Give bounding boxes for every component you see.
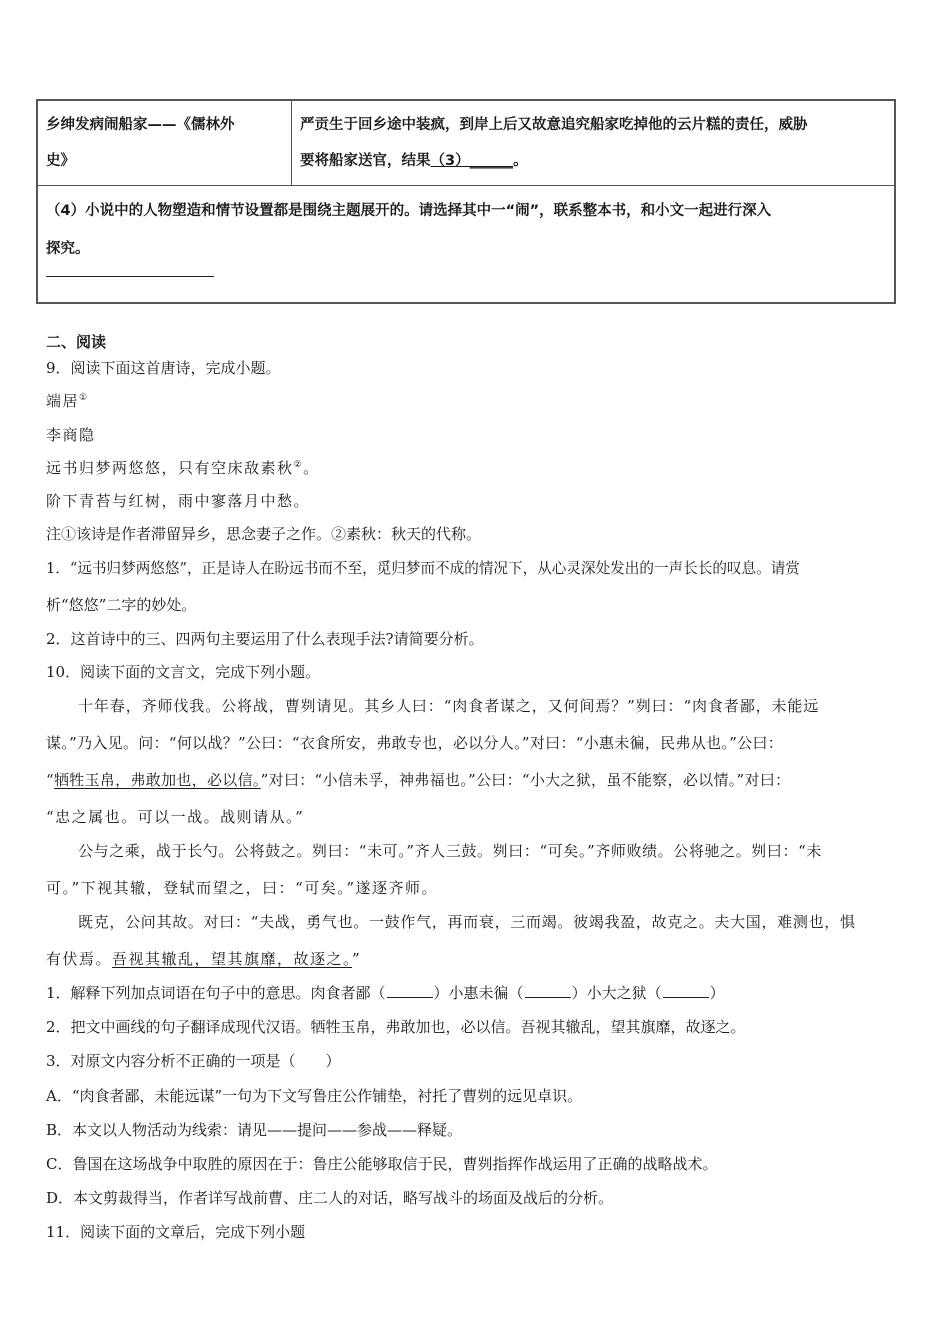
poem-line-end: 。	[303, 459, 320, 477]
answer-line[interactable]	[46, 276, 214, 277]
q10-sub1-text: ）小惠未徧（	[433, 984, 524, 1002]
option-a[interactable]: A．“肉食者鄙，未能远谋”一句为下文写鲁庄公作铺垫，衬托了曹刿的远见卓识。	[46, 1087, 583, 1105]
cell-text: （4）小说中的人物塑造和情节设置都是围绕主题展开的。请选择其中一“闹”，联系整本书，和小文一起进行深入	[46, 203, 772, 219]
poem-notes: 注①该诗是作者滞留异乡，思念妻子之作。②素秋：秋天的代称。	[46, 525, 482, 543]
passage-p2-line1: 公与之乘，战于长勺。公将鼓之。刿曰：“未可。”齐人三鼓。刿曰：“可矣。”齐师败绩。公将驰之。刿曰：“未	[78, 842, 822, 860]
answer-blank-bian[interactable]	[525, 985, 571, 998]
q10-sub1	[46, 982, 725, 1003]
poem-title	[46, 390, 89, 411]
passage-text: ”对曰：“小信未孚，神弗福也。”公曰：“小大之狱，虽不能察，必以情。”对曰：	[260, 771, 791, 789]
q10-prompt: 10．阅读下面的文言文，完成下列小题。	[46, 663, 321, 681]
section-title: 二、阅读	[46, 333, 107, 351]
poem-line-1	[46, 457, 320, 478]
passage-p1-line2: 谋。”乃入见。问：“何以战？”公曰：“衣食所安，弗敢专也，必以分人。”对曰：“小惠未徧，民弗从也。”公曰：	[46, 734, 784, 752]
poem-author: 李商隐	[46, 426, 96, 444]
option-b[interactable]: B．本文以人物活动为线索：请见——提问——参战——释疑。	[46, 1121, 463, 1139]
passage-p3-line1: 既克，公问其故。对曰：“夫战，勇气也。一鼓作气，再而衰，三而竭。彼竭我盈，故克之。夫大国，难测也，惧	[78, 913, 856, 931]
passage-p2-line2: 可。”下视其辙，登轼而望之，曰：“可矣。”遂逐齐师。	[46, 879, 439, 897]
quote-close: ”	[352, 950, 362, 968]
poem-line-text: 远书归梦两悠悠，只有空床敌素秋	[46, 459, 294, 477]
underlined-sentence-1: 牺牲玉帛，弗敢加也，必以信。	[53, 771, 261, 789]
question-table	[36, 99, 896, 304]
cell-text: 乡绅发病闹船家——《儒林外	[46, 117, 235, 133]
q9-sub1-line1: 1．“远书归梦两悠悠”，正是诗人在盼远书而不至，觅归梦而不成的情况下，从心灵深处发出的一声长长的叹息。请赏	[46, 560, 800, 577]
quote-open: “	[46, 771, 54, 789]
q10-sub1-text: 1．解释下列加点词语在句子中的意思。肉食者鄙（	[46, 984, 386, 1002]
q11-prompt: 11．阅读下面的文章后，完成下列小题	[46, 1223, 306, 1241]
table-row	[38, 186, 894, 302]
table-cell-question-4	[38, 186, 894, 302]
passage-text: 有伏焉。	[46, 950, 113, 968]
cell-text-suffix: 。	[513, 153, 528, 169]
answer-blank-bi[interactable]	[387, 985, 433, 998]
q10-sub3: 3．对原文内容分析不正确的一项是（ ）	[46, 1052, 341, 1070]
cell-text: 探究。	[46, 241, 90, 257]
passage-p1-line4: “忠之属也。可以一战。战则请从。”	[46, 808, 305, 826]
cell-text	[300, 143, 886, 179]
cell-text: 史》	[46, 153, 75, 169]
footnote-marker: ①	[79, 393, 89, 403]
q9-prompt: 9．阅读下面这首唐诗，完成小题。	[46, 359, 281, 377]
q10-sub1-text: ）小大之狱（	[571, 984, 662, 1002]
cell-text-prefix: 要将船家送官，结果	[300, 153, 431, 169]
footnote-marker: ②	[293, 460, 304, 470]
passage-p3-line2	[46, 948, 361, 969]
answer-blank-3[interactable]: （3）______	[430, 153, 514, 169]
underlined-sentence-2: 吾视其辙乱，望其旗靡，故逐之。	[112, 950, 353, 968]
q9-sub1-line2: 析“悠悠”二字的妙处。	[46, 596, 197, 614]
q10-sub2: 2．把文中画线的句子翻译成现代汉语。牺牲玉帛，弗敢加也，必以信。吾视其辙乱，望其旗靡，故逐之。	[46, 1018, 746, 1036]
cell-text: 严贡生于回乡途中装疯，到岸上后又故意追究船家吃掉他的云片糕的责任，威胁	[300, 117, 808, 133]
q10-sub1-text: ）	[709, 984, 725, 1002]
poem-line-2: 阶下青苔与红树，雨中寥落月中愁。	[46, 492, 311, 510]
table-row	[38, 101, 894, 186]
passage-p1-line3	[46, 769, 790, 790]
poem-title-text: 端居	[46, 392, 80, 410]
option-d[interactable]: D．本文剪裁得当，作者详写战前曹、庄二人的对话，略写战斗的场面及战后的分析。	[46, 1189, 614, 1207]
q9-sub2: 2．这首诗中的三、四两句主要运用了什么表现手法?请简要分析。	[46, 630, 484, 648]
passage-p1-line1: 十年春，齐师伐我。公将战，曹刿请见。其乡人曰：“肉食者谋之，又何间焉？”刿曰：“肉食者鄙，未能远	[78, 697, 820, 715]
table-cell-title	[38, 101, 292, 185]
answer-blank-yu[interactable]	[663, 985, 709, 998]
option-c[interactable]: C．鲁国在这场战争中取胜的原因在于：鲁庄公能够取信于民，曹刿指挥作战运用了正确的战略战术。	[46, 1155, 718, 1173]
table-cell-description	[292, 101, 894, 185]
